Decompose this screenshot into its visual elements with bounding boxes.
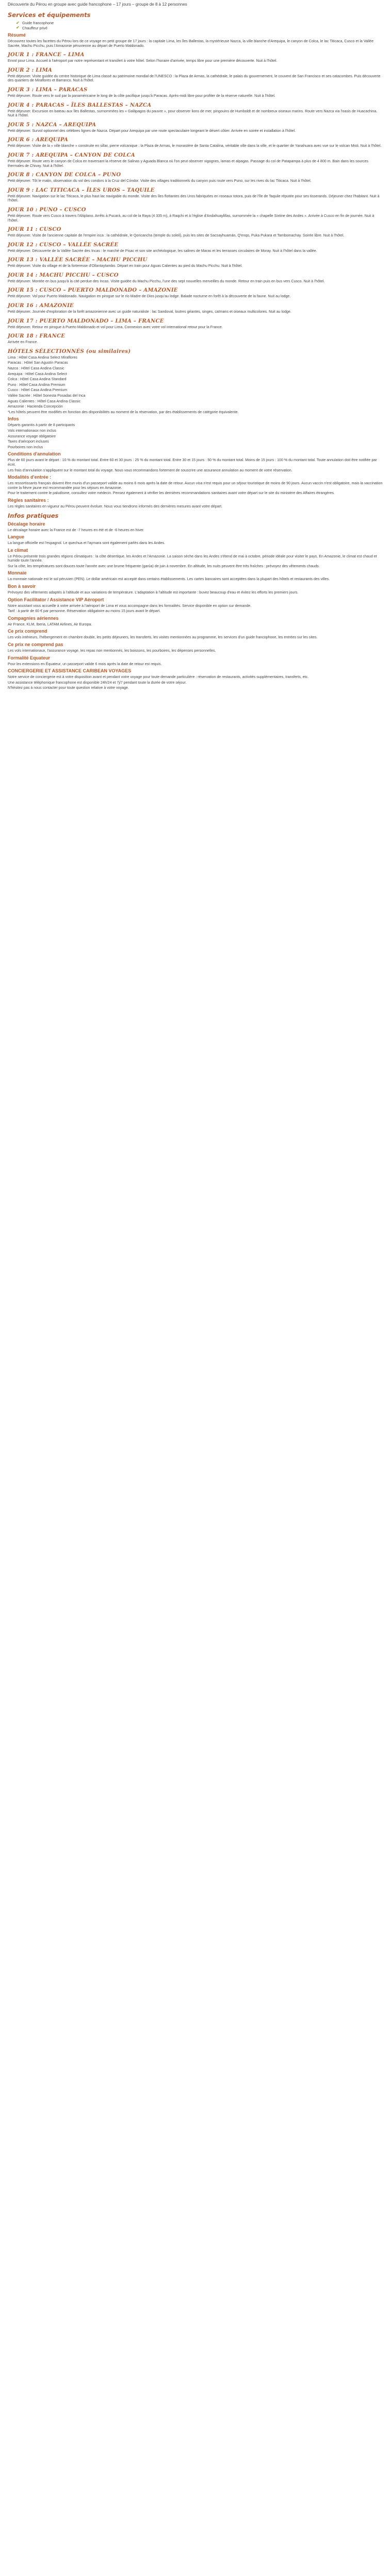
check-icon: ✔ [16, 25, 20, 30]
day-title: JOUR 16 : AMAZONIE [8, 303, 74, 309]
day-text: Petit déjeuner. Route vers le canyon de Colca en traversant la réserve de Salinas y Aguada Blanca où l'on peut observer vigognes, lamas et alpagas. Passage du col de Patapampa à plus de 4 800 m. Bain dans les sources thermales de Chivay. Nuit à l'hôtel. [8, 159, 368, 168]
hotels-list [8, 355, 383, 409]
infos-pratiques-title: Infos pratiques [8, 512, 59, 519]
concierge-title: CONCIERGERIE ET ASSISTANCE CARIBEAN VOYAGES [8, 668, 132, 674]
day-text: Petit déjeuner. Vol pour Puerto Maldonado. Navigation en pirogue sur le río Madre de Dios jusqu'au lodge. Balade nocturne en forêt à la découverte de la faune. Nuit au lodge. [8, 294, 291, 299]
langue-title: Langue [8, 534, 25, 540]
conditions-text-2: Les frais d'annulation s'appliquent sur le montant total du voyage. Nous vous recommandons fortement de souscrire une assurance annulation au moment de votre réservation. [8, 468, 292, 472]
day-text: Petit déjeuner. Découverte de la Vallée Sacrée des Incas : le marché de Pisac et son site archéologique, les salines de Maras et les terrasses circulaires de Moray. Nuit à l'hôtel dans la vallée. [8, 248, 317, 253]
hotel-item: Arequipa : Hôtel Casa Andina Select [8, 371, 67, 376]
concierge-text: Notre service de conciergerie est à votre disposition avant et pendant votre voyage pour toute demande particulière : réservation de restaurants, activités supplémentaires, transferts, etc. [8, 675, 309, 680]
option-text-2: Tarif : à partir de 60 € par personne. Réservation obligatoire au moins 15 jours avant le départ. [8, 609, 161, 614]
service-label: Guide francophone [22, 21, 54, 25]
info-title: Infos [8, 416, 19, 422]
info-item: Vols internationaux non inclus [8, 428, 56, 433]
day-text: Petit déjeuner. Visite guidée du centre historique de Lima classé au patrimoine mondial de l'UNESCO : la Plaza de Armas, la cathédrale, le palais du gouvernement, le couvent de San Francisco et ses catacombes. Puis découverte des quartiers de Miraflores et Barranco. Nuit à l'hôtel. [8, 74, 381, 83]
compagnies-title: Compagnies aériennes [8, 615, 59, 621]
regles-title: Règles sanitaires : [8, 497, 49, 503]
bon-text: Prévoyez des vêtements adaptés à l'altitude et aux variations de température. L'adaptation à l'altitude est importante : buvez beaucoup d'eau et évitez les efforts les premiers jours. [8, 590, 299, 595]
day-title: JOUR 8 : CANYON DE COLCA – PUNO [8, 172, 121, 178]
monnaie-title: Monnaie [8, 570, 27, 576]
bon-title: Bon à savoir [8, 584, 36, 589]
concierge-text-2: Une assistance téléphonique francophone est disponible 24h/24 et 7j/7 pendant toute la durée de votre séjour. [8, 680, 187, 685]
day-text: Petit déjeuner. Visite de la « ville blanche » construite en sillar, pierre volcanique : la Plaza de Armas, le monastère de Santa Catalina, véritable ville dans la ville, et le quartier de Yanahuara avec vue sur le volcan Misti. Nuit à l'hôtel. [8, 144, 382, 148]
day-text: Arrivée en France. [8, 340, 38, 345]
itinerary [8, 52, 383, 345]
modalites-text-2: Pour le traitement contre le paludisme, consultez votre médecin. Pensez également à vérifier les dernières recommandations sanitaires avant votre départ sur le site du ministère des Affaires étrangères. [8, 491, 335, 496]
hotel-item: Puno : Hôtel Casa Andina Premium [8, 382, 66, 387]
day-text: Petit déjeuner. Visite du village et de la forteresse d'Ollantaytambo. Départ en train pour Aguas Calientes au pied du Machu Picchu. Nuit à l'hôtel. [8, 264, 242, 268]
prix-ne-comprend-title: Ce prix ne comprend pas [8, 642, 63, 648]
summary-title: Résumé [8, 32, 26, 38]
modalites-title: Modalités d'entrée : [8, 474, 52, 480]
day-title: JOUR 1 : FRANCE – LIMA [8, 52, 85, 58]
day-text: Petit déjeuner. Excursion en bateau aux îles Ballestas, surnommées les « Galápagos du pauvre », pour observer lions de mer, pingouins de Humboldt et de nombreux oiseaux marins. Route vers Nazca via l'oasis de Huacachina. Nuit à l'hôtel. [8, 109, 378, 118]
hotel-item: Vallée Sacrée : Hôtel Sonesta Posadas del Inca [8, 394, 86, 398]
hotel-item: Lima : Hôtel Casa Andina Select Miraflores [8, 355, 77, 360]
hotel-item: Nazca : Hôtel Casa Andina Classic [8, 366, 64, 371]
hotel-item: Colca : Hôtel Casa Andina Standard [8, 377, 67, 382]
day-title: JOUR 15 : CUSCO – PUERTO MALDONADO – AMAZONIE [8, 287, 178, 294]
day-title: JOUR 10 : PUNO – CUSCO [8, 207, 86, 213]
compagnies-text: Air France, KLM, Iberia, LATAM Airlines, Air Europa. [8, 622, 92, 626]
day-title: JOUR 18 : FRANCE [8, 333, 66, 340]
day-title: JOUR 5 : NAZCA – AREQUIPA [8, 122, 96, 128]
day-text: Petit déjeuner. Montée en bus jusqu'à la cité perdue des Incas. Visite guidée du Machu Picchu, l'une des sept nouvelles merveilles du monde. Retour en train puis en bus vers Cusco. Nuit à l'hôtel. [8, 279, 325, 283]
monnaie-text: La monnaie nationale est le sol péruvien (PEN). Le dollar américain est accepté dans certains établissements. Les cartes bancaires sont acceptées dans la plupart des hôtels et restaurants des villes. [8, 577, 330, 582]
conditions-title: Conditions d'annulation [8, 451, 61, 457]
service-item [16, 21, 383, 26]
conditions-text: Plus de 60 jours avant le départ : 10 % du montant total. Entre 60 et 30 jours : 25 % du montant total. Entre 30 et 15 jours : 50 % du montant total. Moins de 15 jours : 100 % du montant total. Toute annulation doit être notifiée par écrit. [8, 458, 377, 467]
climat-title: Le climat [8, 547, 28, 553]
day-text: Petit déjeuner. Tôt le matin, observation du vol des condors à la Cruz del Cóndor. Visite des villages traditionnels du canyon puis route vers Puno, sur les rives du lac Titicaca. Nuit à l'hôtel. [8, 179, 312, 183]
day-title: JOUR 4 : PARACAS – ÎLES BALLESTAS – NAZCA [8, 102, 152, 108]
info-item: Taxes d'aéroport incluses [8, 439, 49, 444]
day-title: JOUR 9 : LAC TITICACA – ÎLES UROS – TAQUILE [8, 187, 155, 193]
day-title: JOUR 7 : AREQUIPA – CANYON DE COLCA [8, 152, 135, 158]
info-item: Pourboires non inclus [8, 445, 43, 449]
info-list [8, 423, 383, 449]
day-text: Petit déjeuner. Visite de l'ancienne capitale de l'empire inca : la cathédrale, le Qoricancha (temple du soleil), puis les sites de Sacsayhuamán, Q'enqo, Puka Pukara et Tambomachay. Soirée libre. Nuit à l'hôtel. [8, 233, 345, 238]
service-item [16, 26, 383, 31]
intro-text: Découverte du Pérou en groupe avec guide francophone – 17 jours – groupe de 8 à 12 personnes [8, 2, 187, 7]
summary-text: Découvrez toutes les facettes du Pérou lors de ce voyage en petit groupe de 17 jours : la capitale Lima, les îles Ballestas, la mystérieuse Nazca, la ville blanche d'Arequipa, le canyon de Colca, le lac Titicaca, Cusco et la Vallée Sacrée, Machu Picchu, puis l'Amazonie péruvienne au départ de Puerto Maldonado. [8, 39, 374, 48]
day-title: JOUR 12 : CUSCO – VALLÉE SACRÉE [8, 242, 119, 248]
hotel-item: Amazonie : Hacienda Concepción [8, 404, 63, 409]
prix-comprend-text: Les vols intérieurs, l'hébergement en chambre double, les petits déjeuners, les transferts, les visites mentionnées au programme, les services d'un guide francophone, les entrées sur les sites. [8, 635, 318, 640]
hotel-item: Cusco : Hôtel Casa Andina Premium [8, 388, 68, 393]
formalite-text: Pour les extensions en Équateur, un passeport valide 6 mois après la date de retour est requis. [8, 662, 162, 666]
decalage-title: Décalage horaire [8, 521, 45, 527]
hotel-item: Paracas : Hôtel San Agustín Paracas [8, 361, 68, 365]
modalites-text: Les ressortissants français doivent être munis d'un passeport valide au moins 6 mois après la date de retour. Aucun visa n'est requis pour un séjour touristique de moins de 90 jours. Aucun vaccin n'est obligatoire, mais la vaccination contre la fièvre jaune est recommandée pour les séjours en Amazonie. [8, 481, 383, 490]
info-item: Assurance voyage obligatoire [8, 434, 56, 438]
day-text: Envol pour Lima. Accueil à l'aéroport par notre représentant et transfert à votre hôtel. Selon l'horaire d'arrivée, temps libre pour une première découverte. Nuit à l'hôtel. [8, 59, 278, 63]
option-text: Notre assistant vous accueille à votre arrivée à l'aéroport de Lima et vous accompagne dans les formalités. Service disponible en option sur demande. [8, 603, 252, 608]
day-title: JOUR 6 : AREQUIPA [8, 137, 69, 143]
service-label: Chauffeur privé [22, 25, 48, 30]
day-text: Petit déjeuner. Route vers le sud par la panaméricaine le long de la côte pacifique jusqu'à Paracas. Après-midi libre pour profiter de la réserve naturelle. Nuit à l'hôtel. [8, 93, 275, 98]
hotels-title: HÔTELS SÉLECTIONNÉS (ou similaires) [8, 348, 131, 354]
day-title: JOUR 11 : CUSCO [8, 227, 61, 233]
day-title: JOUR 13 : VALLÉE SACRÉE – MACHU PICCHU [8, 257, 148, 263]
formalite-title: Formalité Equateur [8, 655, 51, 660]
langue-text: La langue officielle est l'espagnol. Le quechua et l'aymara sont également parlés dans les Andes. [8, 541, 166, 546]
check-icon: ✔ [16, 20, 20, 25]
option-title: Option Facilitator / Assistance VIP Aéroport [8, 597, 104, 602]
day-title: JOUR 17 : PUERTO MALDONADO – LIMA – FRANCE [8, 318, 164, 324]
day-title: JOUR 3 : LIMA – PARACAS [8, 87, 88, 93]
climat-text: Le Pérou présente trois grandes régions climatiques : la côte désertique, les Andes et l'Amazonie. La saison sèche dans les Andes s'étend de mai à octobre, période idéale pour visiter le pays. En Amazonie, le climat est chaud et humide toute l'année. [8, 554, 377, 563]
day-title: JOUR 2 : LIMA [8, 67, 53, 73]
services-title: Services et équipements [8, 11, 91, 19]
services-list [8, 21, 383, 30]
day-text: Petit déjeuner. Retour en pirogue à Puerto Maldonado et vol pour Lima. Connexion avec votre vol international retour pour la France. [8, 325, 223, 329]
day-text: Petit déjeuner. Survol optionnel des célèbres lignes de Nazca. Départ pour Arequipa par une route spectaculaire longeant le désert côtier. Arrivée en soirée et installation à l'hôtel. [8, 128, 296, 133]
climat-text-2: Sur la côte, les températures sont douces toute l'année avec une brume fréquente (garúa) de juin à novembre. En altitude, les nuits peuvent être très fraîches : prévoyez des vêtements chauds. [8, 564, 320, 568]
regles-text: Les règles sanitaires en vigueur au Pérou peuvent évoluer. Nous vous tiendrons informés des dernières mesures avant votre départ. [8, 504, 223, 509]
info-item: Départs garantis à partir de 8 participants [8, 423, 75, 428]
concierge-text-3: N'hésitez pas à nous contacter pour toute question relative à votre voyage. [8, 686, 129, 690]
decalage-text: Le décalage horaire avec la France est de -7 heures en été et de -6 heures en hiver. [8, 528, 144, 532]
day-title: JOUR 14 : MACHU PICCHU – CUSCO [8, 272, 119, 278]
hotels-note: *Les hôtels peuvent être modifiés en fonction des disponibilités au moment de la réservation, par des établissements de catégorie équivalente. [8, 410, 239, 414]
day-text: Petit déjeuner. Navigation sur le lac Titicaca, le plus haut lac navigable du monde. Visite des îles flottantes des Uros fabriquées en roseaux totora, puis de l'île de Taquile réputée pour ses tisserands. Déjeuner chez l'habitant. Nuit à l'hôtel. [8, 194, 380, 203]
day-text: Petit déjeuner. Journée d'exploration de la forêt amazonienne avec un guide naturaliste : lac Sandoval, loutres géantes, singes, caïmans et oiseaux multicolores. Nuit au lodge. [8, 310, 291, 314]
hotel-item: Aguas Calientes : Hôtel Casa Andina Classic [8, 399, 81, 403]
prix-ne-comprend-text: Les vols internationaux, l'assurance voyage, les repas non mentionnés, les boissons, les pourboires, les dépenses personnelles. [8, 649, 216, 653]
page [0, 0, 391, 690]
day-text: Petit déjeuner. Route vers Cusco à travers l'Altiplano. Arrêts à Pucará, au col de la Raya (4 335 m), à Raqchi et à l'église d'Andahuaylillas, surnommée la « chapelle Sixtine des Andes ». Arrivée à Cusco en fin de journée. Nuit à l'hôtel. [8, 213, 374, 223]
prix-comprend-title: Ce prix comprend [8, 629, 47, 634]
